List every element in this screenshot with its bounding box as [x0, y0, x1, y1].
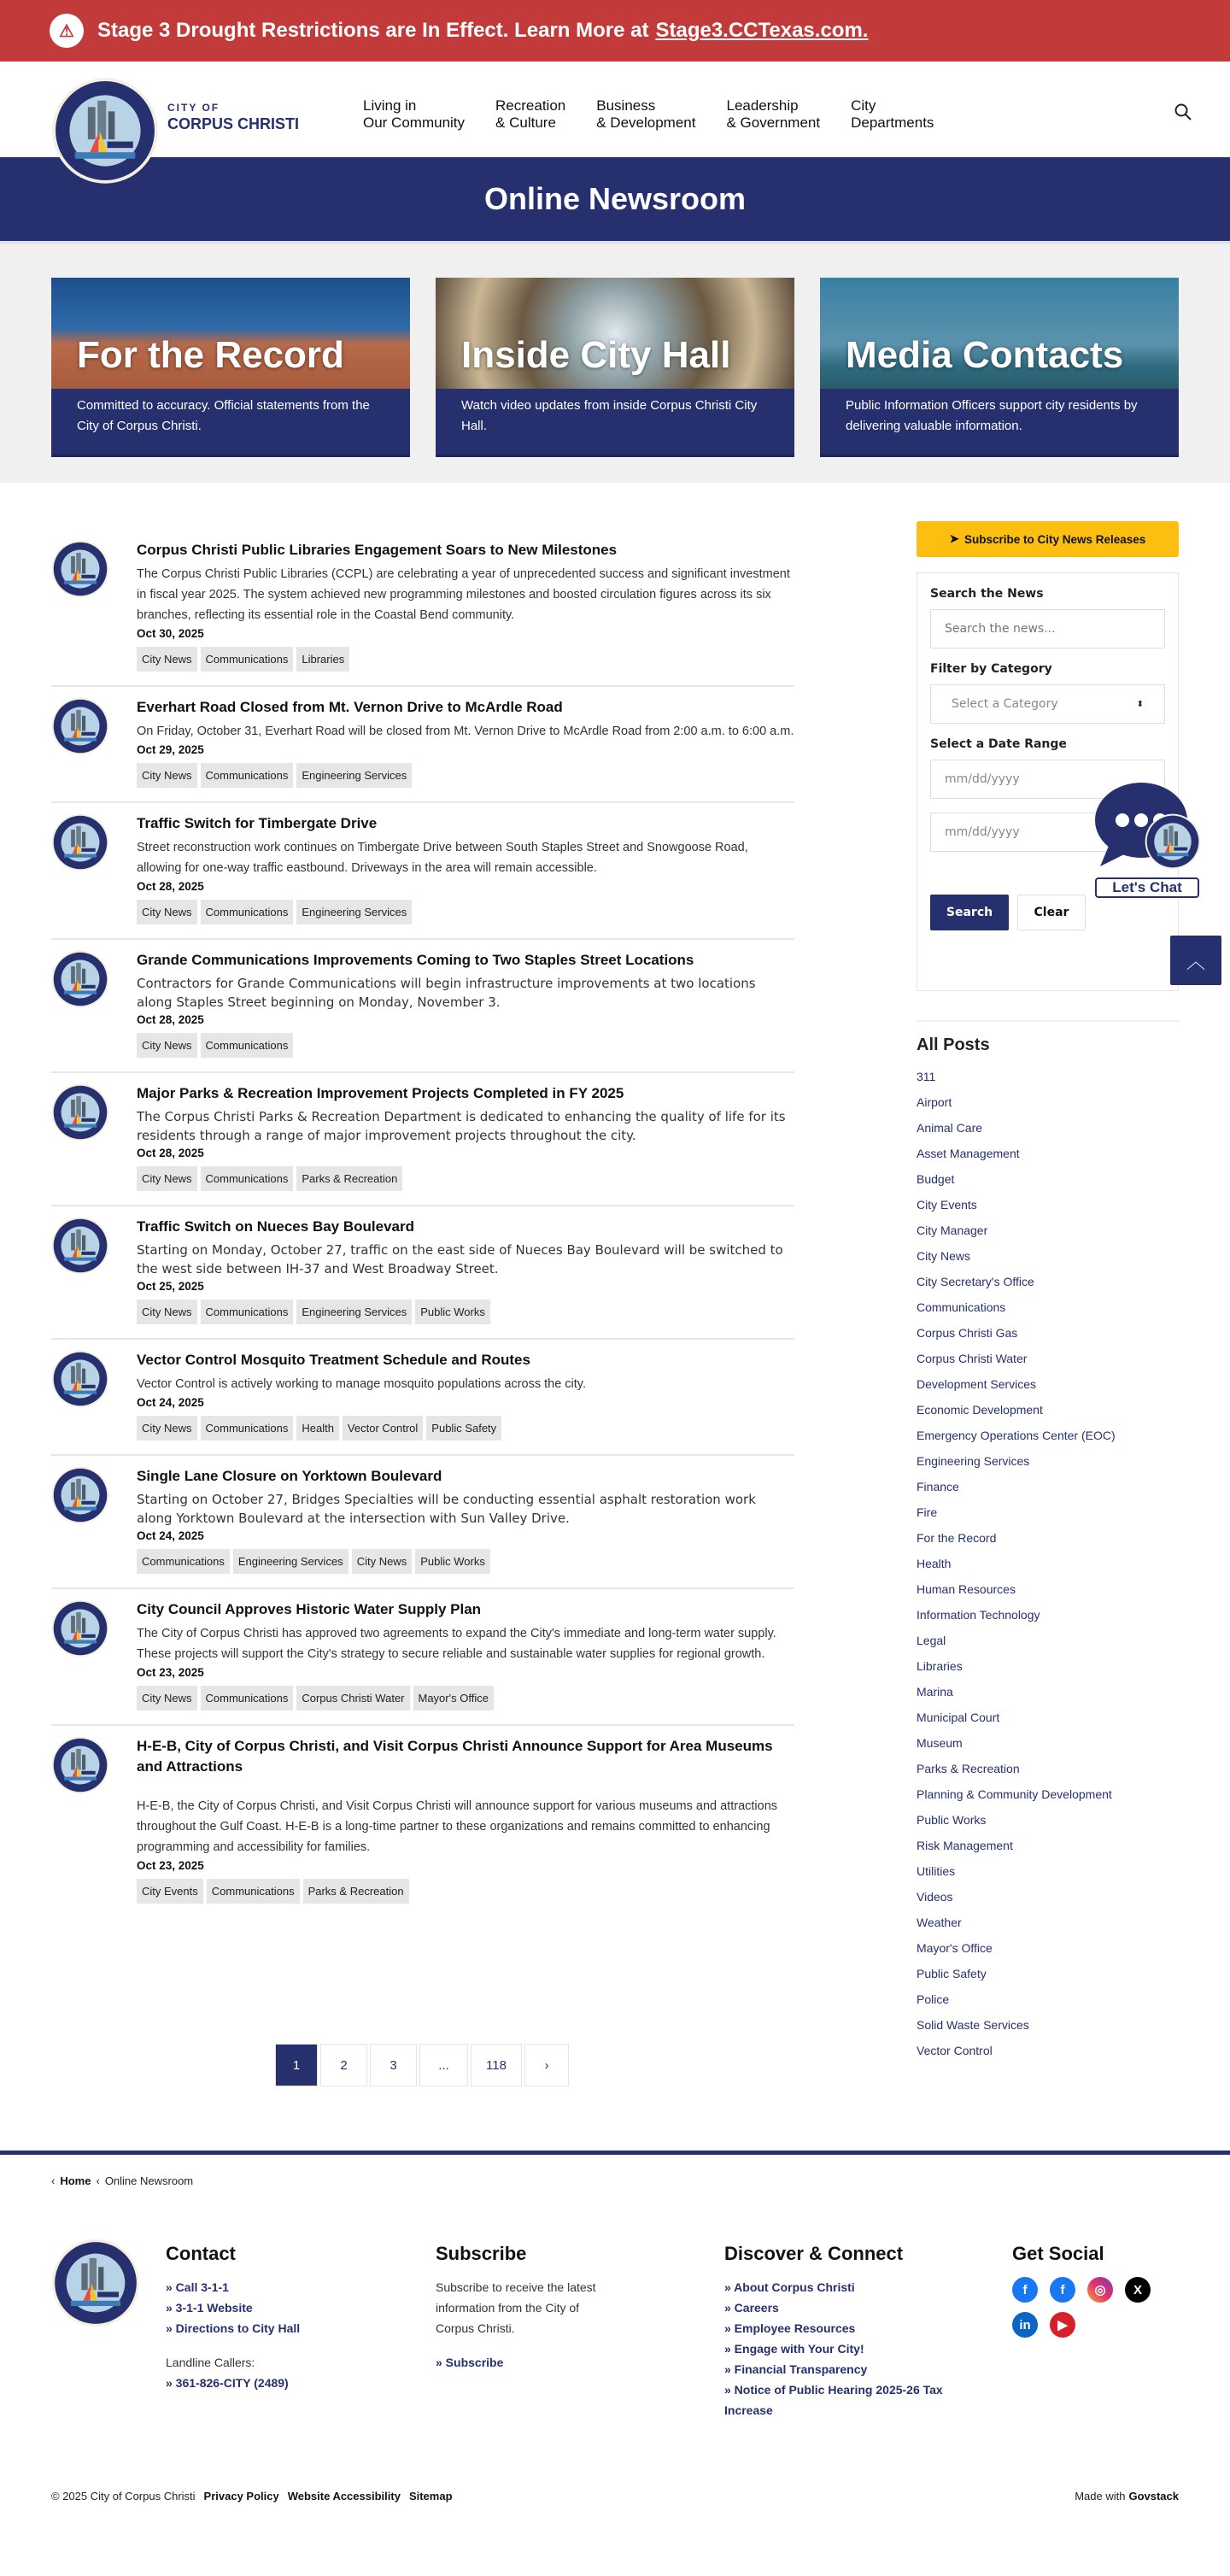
clear-button[interactable]: Clear	[1017, 895, 1086, 930]
card-title: For the Record	[77, 334, 344, 376]
back-to-top-button[interactable]	[1170, 936, 1221, 985]
city-seal-thumbnail	[51, 813, 109, 871]
nav-item[interactable]	[495, 97, 565, 132]
category-value: Select a Category	[952, 697, 1058, 711]
news-content	[137, 813, 794, 924]
news-tags	[137, 1549, 794, 1574]
brand-wordmark[interactable]	[167, 103, 299, 132]
city-seal-thumbnail	[51, 1350, 109, 1408]
page-title: Online Newsroom	[0, 157, 1230, 241]
copyright: © 2025 City of Corpus Christi	[51, 2490, 196, 2503]
nav-item[interactable]	[851, 97, 934, 132]
nav-item[interactable]	[726, 97, 820, 132]
nav-line1: Recreation	[495, 97, 566, 114]
search-input[interactable]	[930, 609, 1165, 648]
x-twitter-icon[interactable]: X	[1125, 2277, 1151, 2303]
nav-line1: Living in	[363, 97, 417, 114]
news-title[interactable]: Everhart Road Closed from Mt. Vernon Drive to McArdle Road	[137, 699, 563, 715]
news-content	[137, 1599, 794, 1710]
linkedin-icon[interactable]: in	[1012, 2312, 1038, 2338]
category-link[interactable]: Animal Care	[917, 1121, 983, 1135]
category-link[interactable]: Utilities	[917, 1864, 956, 1878]
nav-line2: Departments	[851, 114, 934, 131]
news-content	[137, 950, 794, 1058]
tag[interactable]: Communications	[201, 900, 294, 924]
alert-link[interactable]: Stage3.CCTexas.com.	[655, 19, 869, 42]
category-link[interactable]: City News	[917, 1249, 971, 1263]
breadcrumb-home[interactable]: Home	[60, 2174, 91, 2187]
discover-link[interactable]: » About Corpus Christi	[724, 2280, 855, 2294]
card-for-the-record[interactable]	[51, 278, 410, 457]
news-date: Oct 28, 2025	[137, 880, 204, 893]
call-311-link[interactable]: » Call 3-1-1	[166, 2280, 229, 2294]
category-link[interactable]: Solid Waste Services	[917, 2018, 1029, 2032]
news-tags	[137, 1300, 794, 1324]
category-link[interactable]: Information Technology	[917, 1608, 1040, 1622]
category-link[interactable]: Vector Control	[917, 2044, 993, 2057]
news-summary: The Corpus Christi Public Libraries (CCPL) are celebrating a year of unprecedented success and significant investment in fiscal year 2025. The system achieved new programming milestones and boosted circulation figures across its six branches, reflecting its essential role in the Coastal Bend community.	[137, 567, 790, 622]
category-link[interactable]: Development Services	[917, 1377, 1037, 1391]
city-seal-thumbnail	[51, 1217, 109, 1275]
tag[interactable]: Engineering Services	[296, 763, 412, 788]
news-item	[51, 1456, 794, 1589]
city-seal-logo[interactable]	[51, 77, 159, 185]
subscribe-label: Subscribe to City News Releases	[964, 532, 1146, 546]
alert-text: Stage 3 Drought Restrictions are In Effect. Learn More at	[97, 19, 649, 42]
category-link[interactable]: Airport	[917, 1095, 952, 1109]
nav-line1: City	[851, 97, 876, 114]
news-summary: The City of Corpus Christi has approved two agreements to expand the City's immediate and long-term water supply. These projects will support the City's strategy to secure reliable and sustainable water supplies for regional growth.	[137, 1627, 776, 1661]
category-link[interactable]: Asset Management	[917, 1147, 1020, 1160]
news-date: Oct 23, 2025	[137, 1859, 204, 1872]
card-inside-city-hall[interactable]	[436, 278, 794, 457]
news-item	[51, 940, 794, 1073]
card-title: Media Contacts	[846, 334, 1124, 376]
category-link[interactable]: Finance	[917, 1480, 959, 1493]
news-summary: Starting on Monday, October 27, traffic on the east side of Nueces Bay Boulevard will be switched to the west side between IH-37 and West Broadway Street.	[137, 1242, 783, 1276]
all-posts	[917, 1020, 1179, 2063]
discover-heading: Discover & Connect	[724, 2243, 904, 2264]
category-link[interactable]: Corpus Christi Water	[917, 1352, 1028, 1365]
news-summary: The Corpus Christi Parks & Recreation Department is dedicated to enhancing the quality of life for its residents through a range of major improvement projects throughout the city.	[137, 1109, 786, 1143]
category-link[interactable]: City Manager	[917, 1223, 988, 1237]
facebook-alt-icon[interactable]: f	[1050, 2277, 1075, 2303]
category-link[interactable]: Mayor's Office	[917, 1941, 993, 1955]
news-tags	[137, 647, 794, 672]
news-content	[137, 1350, 586, 1441]
pagination	[275, 2044, 569, 2086]
category-link[interactable]: Human Resources	[917, 1582, 1016, 1596]
city-seal-thumbnail	[51, 697, 109, 755]
brand-big: CORPUS CHRISTI	[167, 115, 300, 132]
drought-alert-banner	[0, 0, 1230, 62]
news-content	[137, 1083, 794, 1191]
card-desc: Watch video updates from inside Corpus Christi City Hall.	[436, 389, 794, 457]
category-link[interactable]: Marina	[917, 1685, 953, 1699]
privacy-link[interactable]: Privacy Policy	[203, 2490, 279, 2503]
tag[interactable]: Corpus Christi Water	[296, 1686, 409, 1710]
made-with: Made with	[1075, 2490, 1126, 2503]
news-summary: Vector Control is actively working to manage mosquito populations across the city.	[137, 1377, 587, 1391]
tag[interactable]: City Events	[137, 1879, 203, 1904]
tag[interactable]: Parks & Recreation	[296, 1166, 402, 1191]
category-link[interactable]: Fire	[917, 1505, 938, 1519]
nav-line2: Our Community	[363, 114, 466, 131]
news-date: Oct 30, 2025	[137, 627, 204, 640]
date-placeholder: mm/dd/yyyy	[945, 825, 1020, 839]
chevron-left-icon: ‹	[96, 2174, 100, 2187]
tag[interactable]: Communications	[201, 647, 294, 672]
news-content	[137, 540, 794, 672]
news-title[interactable]: Single Lane Closure on Yorktown Boulevard	[137, 1468, 442, 1484]
category-link[interactable]: Videos	[917, 1890, 953, 1904]
footer-bottom	[51, 2490, 1179, 2503]
next-page-button[interactable]: ›	[524, 2044, 569, 2086]
tag[interactable]: Engineering Services	[296, 900, 412, 924]
news-title[interactable]: City Council Approves Historic Water Supply Plan	[137, 1601, 482, 1617]
city-seal-thumbnail	[51, 1466, 109, 1524]
nav-line2: & Development	[596, 114, 696, 131]
category-link[interactable]: City Events	[917, 1198, 977, 1212]
news-item	[51, 1340, 794, 1456]
category-link[interactable]: Budget	[917, 1172, 955, 1186]
directions-link[interactable]: » Directions to City Hall	[166, 2321, 301, 2335]
category-link[interactable]: Public Works	[917, 1813, 987, 1827]
chevron-up-icon: ︿	[1186, 950, 1205, 972]
tag[interactable]: Communications	[201, 763, 294, 788]
category-link[interactable]: Police	[917, 1992, 950, 2006]
category-link[interactable]: Emergency Operations Center (EOC)	[917, 1429, 1116, 1442]
news-content	[137, 1466, 794, 1574]
youtube-icon[interactable]: ▶	[1050, 2312, 1075, 2338]
breadcrumb-current: Online Newsroom	[104, 2174, 194, 2187]
card-desc: Public Information Officers support city residents by delivering valuable information.	[820, 389, 1179, 457]
news-tags	[137, 1416, 586, 1441]
breadcrumb	[51, 2174, 193, 2187]
nav-line2: & Culture	[495, 114, 556, 131]
tag[interactable]: City News	[137, 1416, 197, 1441]
category-link[interactable]: Corpus Christi Gas	[917, 1326, 1018, 1340]
accessibility-link[interactable]: Website Accessibility	[287, 2490, 401, 2503]
instagram-icon[interactable]: ◎	[1087, 2277, 1113, 2303]
nav-line1: Business	[596, 97, 656, 114]
category-link[interactable]: Parks & Recreation	[917, 1762, 1020, 1775]
news-date: Oct 24, 2025	[137, 1396, 204, 1409]
news-date: Oct 23, 2025	[137, 1666, 204, 1679]
news-title[interactable]: H-E-B, City of Corpus Christi, and Visit Corpus Christi Announce Support for Area Museums and Attractions	[137, 1738, 773, 1775]
tag[interactable]: City News	[137, 900, 197, 924]
news-title[interactable]: Major Parks & Recreation Improvement Projects Completed in FY 2025	[137, 1085, 624, 1101]
news-tags	[137, 763, 794, 788]
sitemap-link[interactable]: Sitemap	[408, 2490, 453, 2503]
category-link[interactable]: Museum	[917, 1736, 963, 1750]
search-icon[interactable]	[1174, 103, 1192, 121]
footer-contact	[166, 2243, 300, 2393]
page-ellipsis: ...	[419, 2044, 468, 2086]
city-seal-thumbnail	[51, 540, 109, 598]
city-seal-thumbnail	[51, 950, 109, 1008]
tag[interactable]: Public Works	[415, 1549, 490, 1574]
tag[interactable]: City News	[137, 1033, 197, 1058]
nav-item[interactable]	[596, 97, 695, 132]
news-content	[137, 1736, 794, 1904]
page-118[interactable]: 118	[471, 2044, 522, 2086]
news-summary: On Friday, October 31, Everhart Road will be closed from Mt. Vernon Drive to McArdle Road from 2:00 a.m. to 6:00 a.m.	[137, 725, 794, 738]
news-content	[137, 697, 794, 788]
chat-seal-icon	[1145, 813, 1201, 870]
category-link[interactable]: Economic Development	[917, 1403, 1043, 1417]
tag[interactable]: Vector Control	[343, 1416, 423, 1441]
discover-link[interactable]: » Careers	[724, 2301, 779, 2315]
category-link[interactable]: Weather	[917, 1916, 962, 1929]
category-link[interactable]: For the Record	[917, 1531, 997, 1545]
news-tags	[137, 1166, 794, 1191]
tag[interactable]: Parks & Recreation	[303, 1879, 409, 1904]
category-label: Filter by Category	[930, 662, 1052, 676]
tag[interactable]: Public Safety	[426, 1416, 501, 1441]
category-select[interactable]	[930, 684, 1165, 724]
city-seal-thumbnail	[51, 1599, 109, 1658]
all-posts-heading: All Posts	[917, 1036, 990, 1054]
footer-seal-logo	[51, 2239, 140, 2327]
contact-heading: Contact	[166, 2243, 236, 2264]
tag[interactable]: Libraries	[296, 647, 349, 672]
category-link[interactable]: Municipal Court	[917, 1710, 1000, 1724]
footer-social	[1012, 2243, 1151, 2338]
tag[interactable]: Communications	[201, 1033, 294, 1058]
news-title[interactable]: Vector Control Mosquito Treatment Schedule and Routes	[137, 1352, 530, 1368]
tag[interactable]: City News	[137, 647, 197, 672]
discover-link[interactable]: » Engage with Your City!	[724, 2342, 864, 2356]
news-tags	[137, 1879, 794, 1904]
tag[interactable]: Communications	[207, 1879, 300, 1904]
category-link[interactable]: Engineering Services	[917, 1454, 1030, 1468]
footer-subscribe-link[interactable]: » Subscribe	[436, 2356, 504, 2369]
card-desc: Committed to accuracy. Official statements from the City of Corpus Christi.	[51, 389, 410, 457]
news-tags	[137, 1033, 794, 1058]
govstack-link[interactable]: Govstack	[1128, 2490, 1179, 2503]
category-link[interactable]: City Secretary's Office	[917, 1275, 1034, 1288]
tag[interactable]: Communications	[201, 1300, 294, 1324]
nav-line2: & Government	[726, 114, 821, 131]
date-placeholder: mm/dd/yyyy	[945, 772, 1020, 786]
tag[interactable]: Health	[296, 1416, 339, 1441]
news-title[interactable]: Grande Communications Improvements Coming to Two Staples Street Locations	[137, 952, 694, 968]
category-link[interactable]: Legal	[917, 1634, 946, 1647]
tag[interactable]: Communications	[201, 1686, 294, 1710]
city-seal-thumbnail	[51, 1736, 109, 1794]
news-summary: H-E-B, the City of Corpus Christi, and Visit Corpus Christi will announce support for various museums and attractions throughout the Gulf Coast. H-E-B is a long-time partner to these organizations and remains committed to enhancing programming and accessibility for families.	[137, 1799, 778, 1854]
page-3[interactable]: 3	[370, 2044, 417, 2086]
chevron-left-icon: ‹	[51, 2174, 56, 2187]
search-label: Search the News	[930, 587, 1044, 601]
category-link[interactable]: Health	[917, 1557, 952, 1570]
select-arrows-icon: ⬍	[1136, 699, 1144, 709]
tag[interactable]: City News	[137, 1300, 197, 1324]
card-title: Inside City Hall	[461, 334, 731, 376]
news-date: Oct 24, 2025	[137, 1529, 204, 1542]
news-item	[51, 1726, 794, 1917]
site-header	[0, 62, 1230, 157]
alarm-icon: ⚠	[50, 14, 84, 48]
main-nav	[363, 97, 964, 132]
facebook-icon[interactable]: f	[1012, 2277, 1038, 2303]
tag[interactable]: Public Works	[415, 1300, 490, 1324]
news-date: Oct 25, 2025	[137, 1280, 204, 1293]
footer-divider	[0, 2151, 1230, 2155]
news-title[interactable]: Traffic Switch on Nueces Bay Boulevard	[137, 1218, 414, 1235]
paper-plane-icon: ➤	[949, 532, 959, 545]
category-link[interactable]: 311	[917, 1070, 936, 1083]
news-tags	[137, 900, 794, 924]
news-title[interactable]: Traffic Switch for Timbergate Drive	[137, 815, 378, 831]
subscribe-text: Subscribe to receive the latest information from the City of Corpus Christi.	[436, 2280, 596, 2335]
tag[interactable]: Communications	[137, 1549, 230, 1574]
category-link[interactable]: Libraries	[917, 1659, 963, 1673]
chat-label: Let's Chat	[1095, 877, 1199, 898]
tag[interactable]: Mayor's Office	[413, 1686, 494, 1710]
news-date: Oct 29, 2025	[137, 743, 204, 756]
sidebar	[917, 521, 1179, 2063]
search-button[interactable]: Search	[930, 895, 1009, 930]
landline-label: Landline Callers:	[166, 2356, 255, 2369]
news-title[interactable]: Corpus Christi Public Libraries Engagement Soars to New Milestones	[137, 542, 618, 558]
nav-line1: Leadership	[726, 97, 799, 114]
tag[interactable]: Communications	[201, 1166, 294, 1191]
news-item	[51, 1589, 794, 1726]
page-2[interactable]: 2	[320, 2044, 367, 2086]
footer-discover	[724, 2243, 981, 2421]
news-summary: Street reconstruction work continues on Timbergate Drive between South Staples Street and Snowgoose Road, allowing for one-way traffic eastbound. Driveways in the area will remain accessible.	[137, 841, 748, 875]
tag[interactable]: City News	[137, 1686, 197, 1710]
news-date: Oct 28, 2025	[137, 1013, 204, 1026]
tag[interactable]: City News	[137, 763, 197, 788]
category-link[interactable]: Public Safety	[917, 1967, 987, 1980]
tag[interactable]: Communications	[201, 1416, 294, 1441]
social-heading: Get Social	[1012, 2243, 1104, 2264]
tag[interactable]: Engineering Services	[233, 1549, 348, 1574]
discover-link[interactable]: » Employee Resources	[724, 2321, 856, 2335]
page-1[interactable]: 1	[275, 2044, 318, 2086]
discover-link[interactable]: » Financial Transparency	[724, 2362, 868, 2376]
news-summary: Starting on October 27, Bridges Specialties will be conducting essential asphalt restoration work along Yorktown Boulevard at the intersection with Sun Valley Drive.	[137, 1492, 756, 1526]
news-item	[51, 687, 794, 803]
feature-cards	[0, 241, 1230, 483]
phone-link[interactable]: » 361-826-CITY (2489)	[166, 2376, 289, 2390]
tag[interactable]: City News	[352, 1549, 413, 1574]
nav-item[interactable]	[363, 97, 465, 132]
chat-widget[interactable]	[1093, 779, 1203, 903]
date-range-label: Select a Date Range	[930, 737, 1067, 751]
news-tags	[137, 1686, 794, 1710]
news-content	[137, 1217, 794, 1324]
news-item	[51, 1206, 794, 1340]
card-media-contacts[interactable]	[820, 278, 1179, 457]
tag[interactable]: City News	[137, 1166, 197, 1191]
news-list	[51, 530, 794, 1917]
news-date: Oct 28, 2025	[137, 1147, 204, 1159]
category-link[interactable]: Communications	[917, 1300, 1006, 1314]
footer-subscribe	[436, 2243, 606, 2373]
news-item	[51, 530, 794, 687]
brand-small: CITY OF	[167, 102, 220, 114]
subscribe-heading: Subscribe	[436, 2243, 527, 2264]
311-website-link[interactable]: » 3-1-1 Website	[166, 2301, 253, 2315]
category-link[interactable]: Risk Management	[917, 1839, 1013, 1852]
news-summary: Contractors for Grande Communications will begin infrastructure improvements at two locations along Staples Street beginning on Monday, November 3.	[137, 976, 756, 1010]
category-link[interactable]: Planning & Community Development	[917, 1787, 1112, 1801]
discover-link[interactable]: » Notice of Public Hearing 2025-26 Tax Increase	[724, 2383, 943, 2417]
subscribe-news-button[interactable]	[917, 521, 1179, 557]
tag[interactable]: Engineering Services	[296, 1300, 412, 1324]
city-seal-thumbnail	[51, 1083, 109, 1141]
news-item	[51, 803, 794, 940]
news-item	[51, 1073, 794, 1206]
